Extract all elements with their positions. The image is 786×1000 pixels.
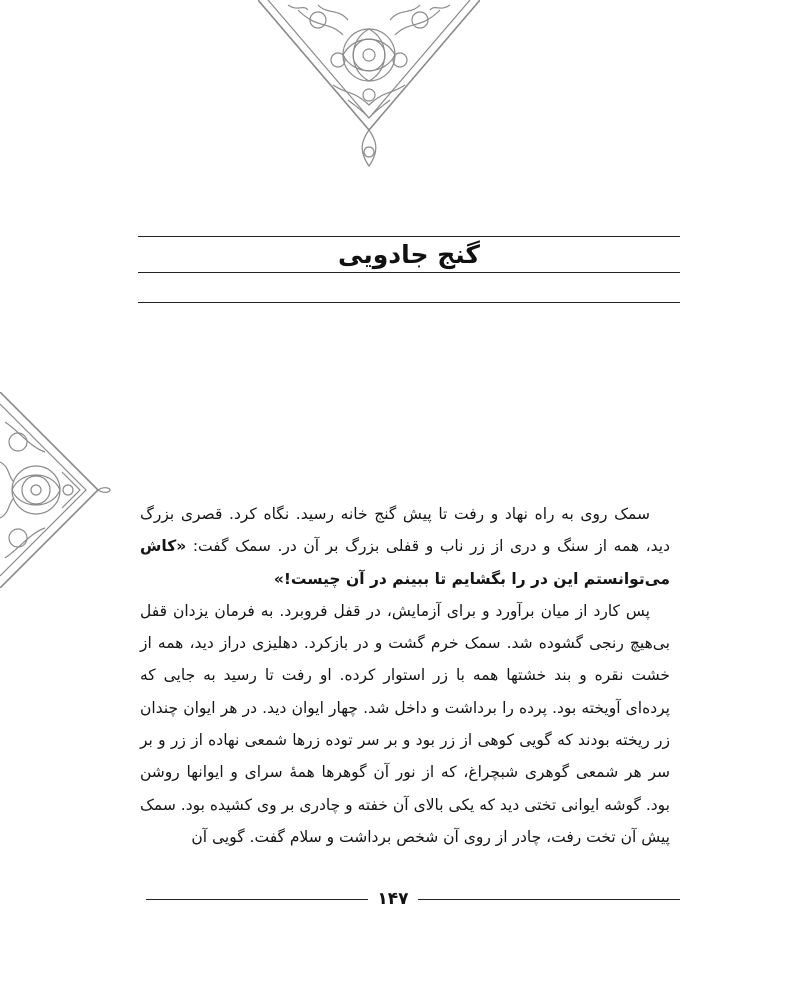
body-text [140,498,670,853]
paragraph-text: سمک روی به راه نهاد و رفت تا پیش گنج خانه رسید. نگاه کرد. قصری بزرگ دید، همه از سنگ و دری از زر ناب و قفلی بزرگ بر آن در. سمک گفت: [140,505,670,556]
arabesque-corner-ornament-icon [0,392,112,588]
chapter-title: گنج جادویی [338,240,480,269]
title-bottom-rule [138,302,680,303]
paragraph: پس کارد از میان برآورد و برای آزمایش، در قفل فروبرد. به فرمان یزدان قفل بی‌هیچ رنجی گشوده شد. سمک خرم گشت و در بازکرد. دهلیزی دراز دید، همه از خشت نقره و بند خشتها همه با زر استوار کرده. او رفت تا رسید به جایی که پرده‌ای آویخته بود. پرده را برداشت و داخل شد. چهار ایوان دید. در هر ایوان چندان زر ریخته بودند که گویی کوهی از زر بود و بر سر توده زرها شمعی نهاده از زر و بر سر هر شمعی گوهری شبچراغ، که از نور آن گوهرها همهٔ سرای و ایوانها روشن بود. گوشه ایوانی تختی دید که یکی بالای آن خفته و چادری بر وی کشیده بود. سمک پیش آن تخت رفت، چادر از روی آن شخص برداشت و سلام گفت. گویی آن [140,601,670,846]
title-top-rule [138,236,680,237]
arabesque-pendant-ornament-icon [258,0,480,172]
paragraph [140,498,670,595]
footer-rule-right [418,899,680,900]
page-number: ۱۴۷ [377,889,409,909]
quoted-speech: «کاش می‌توانستم این در را بگشایم تا ببینم در آن چیست!» [140,537,670,588]
footer-rule-left [146,899,368,900]
title-middle-rule [138,272,680,273]
